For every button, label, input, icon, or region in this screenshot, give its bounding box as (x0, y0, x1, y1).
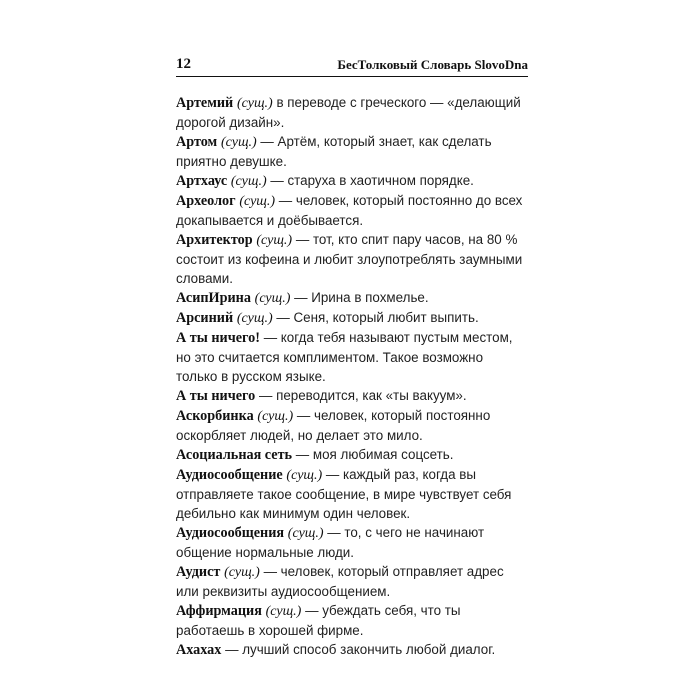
entry-term: Арсиний (176, 310, 234, 326)
dictionary-entries (176, 93, 528, 660)
entry-definition: — то, с чего не начинают общение нормальные люди. (176, 525, 485, 560)
dictionary-entry (176, 132, 528, 171)
entry-definition: — Ирина в похмелье. (294, 290, 429, 305)
entry-term: Ахахах (176, 642, 222, 658)
dictionary-entry (176, 230, 528, 288)
entry-definition: — переводится, как «ты вакуум». (258, 388, 467, 403)
dictionary-entry (176, 386, 528, 406)
entry-part-of-speech: (сущ.) (256, 233, 293, 248)
entry-term: Артхаус (176, 173, 228, 189)
running-header (176, 56, 528, 78)
entry-term: Аффирмация (176, 603, 262, 619)
entry-term: Асоциальная сеть (176, 447, 293, 463)
entry-definition: — человек, который постоянно до всех докапывается и доёбывается. (176, 193, 523, 228)
entry-part-of-speech: (сущ.) (257, 409, 294, 424)
dictionary-entry (176, 523, 528, 562)
entry-part-of-speech: (сущ.) (230, 174, 267, 189)
dictionary-entry (176, 288, 528, 308)
entry-term: Аскорбинка (176, 408, 254, 424)
running-title: БесТолковый Словарь SlovoDna (337, 57, 528, 72)
entry-term: А ты ничего (176, 388, 256, 404)
dictionary-entry (176, 562, 528, 601)
dictionary-entry (176, 328, 528, 386)
entry-definition: — моя любимая соцсеть. (295, 447, 454, 462)
entry-part-of-speech: (сущ.) (254, 291, 291, 306)
entry-term: Артом (176, 134, 218, 150)
entry-part-of-speech: (сущ.) (220, 135, 257, 150)
dictionary-entry (176, 601, 528, 640)
entry-definition: — Сеня, который любит выпить. (276, 310, 479, 325)
entry-part-of-speech: (сущ.) (236, 96, 273, 111)
dictionary-entry (176, 171, 528, 191)
dictionary-entry (176, 465, 528, 523)
entry-term: Аудист (176, 564, 221, 580)
entry-definition: — Артём, который знает, как сделать приятно девушке. (176, 134, 492, 169)
entry-part-of-speech: (сущ.) (286, 468, 323, 483)
dictionary-entry (176, 406, 528, 445)
entry-definition: — каждый раз, когда вы отправляете такое сообщение, в мире чувствует себя дебильно как минимум один человек. (176, 467, 512, 521)
entry-term: АсипИрина (176, 290, 251, 306)
entry-definition: — человек, который постоянно оскорбляет людей, но делает это мило. (176, 408, 491, 443)
entry-part-of-speech: (сущ.) (236, 311, 273, 326)
entry-part-of-speech: (сущ.) (265, 604, 302, 619)
header-rule (176, 76, 528, 77)
page-number: 12 (176, 56, 191, 72)
entry-term: Аудиосообщения (176, 525, 285, 541)
entry-definition: в переводе с греческого — «делающий дорогой дизайн». (176, 95, 521, 130)
dictionary-entry (176, 191, 528, 230)
entry-definition: — человек, который отправляет адрес или реквизиты аудиосообщением. (176, 564, 504, 599)
entry-part-of-speech: (сущ.) (287, 526, 324, 541)
entry-definition: — лучший способ закончить любой диалог. (225, 642, 496, 657)
entry-term: А ты ничего! (176, 330, 260, 346)
entry-part-of-speech: (сущ.) (224, 565, 260, 580)
entry-term: Архитектор (176, 232, 253, 248)
entry-definition: — когда тебя называют пустым местом, но это считается комплиментом. Такое возможно только в русском языке. (176, 330, 513, 384)
dictionary-entry (176, 308, 528, 328)
entry-term: Аудиосообщение (176, 467, 283, 483)
entry-part-of-speech: (сущ.) (239, 194, 276, 209)
entry-definition: — старуха в хаотичном порядке. (270, 173, 474, 188)
entry-term: Артемий (176, 95, 234, 111)
entry-definition: — тот, кто спит пару часов, на 80 % состоит из кофеина и любит злоупотреблять заумными словами. (176, 232, 523, 286)
entry-term: Археолог (176, 193, 236, 209)
dictionary-entry (176, 445, 528, 465)
entry-definition: — убеждать себя, что ты работаешь в хорошей фирме. (176, 603, 461, 638)
dictionary-entry (176, 93, 528, 132)
dictionary-entry (176, 640, 528, 660)
